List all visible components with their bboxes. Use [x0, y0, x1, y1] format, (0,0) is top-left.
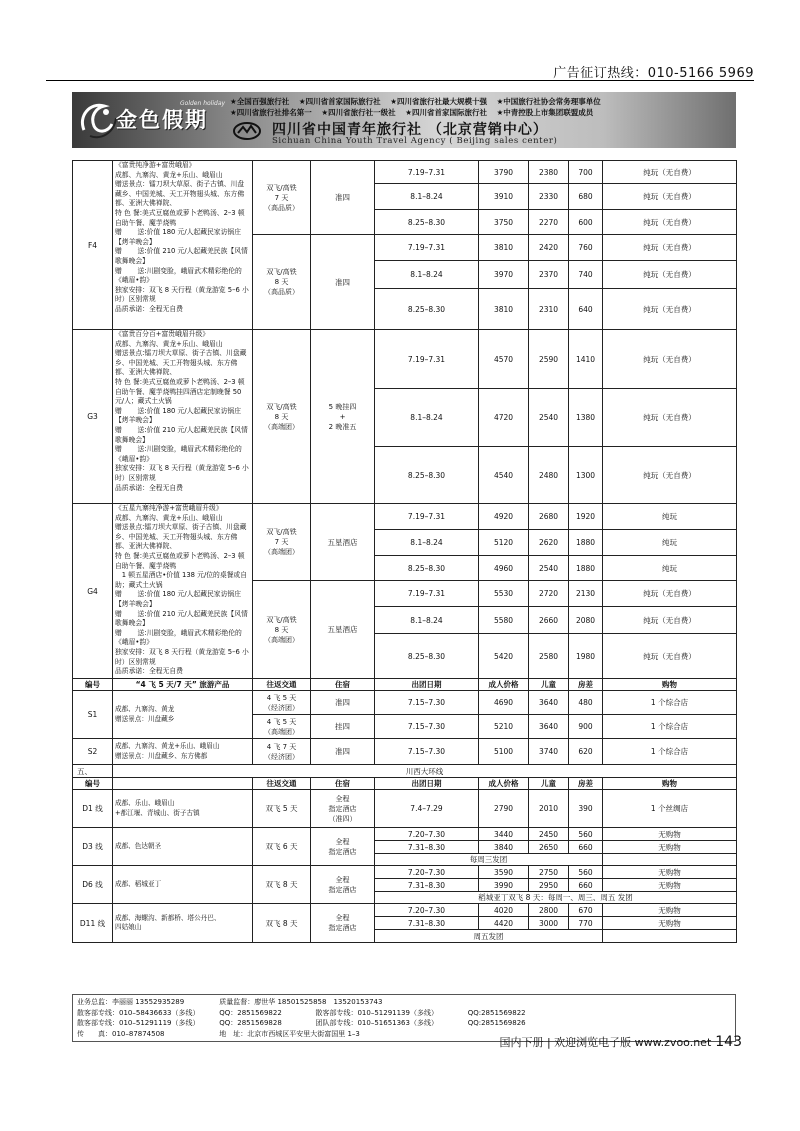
honor-item: ★四川省旅行社最大规模十强 [390, 97, 487, 106]
qq-4: QQ:2851569826 [467, 1019, 526, 1028]
adult-price: 3810 [479, 289, 529, 330]
honors-list [230, 96, 732, 118]
hotel-cell: 5 晚挂四 + 2 晚准五 [311, 330, 375, 504]
room-diff: 560 [569, 866, 603, 879]
room-diff: 740 [569, 261, 603, 289]
product-code: G3 [73, 330, 113, 504]
section-number: 五、 [73, 765, 113, 778]
child-price: 2720 [529, 581, 569, 607]
header-cell: 儿童 [529, 679, 569, 691]
room-diff: 1880 [569, 530, 603, 556]
room-diff: 670 [569, 904, 603, 917]
room-diff: 1980 [569, 634, 603, 679]
product-description: 成都、色达朝圣 [113, 828, 253, 866]
header-cell: 儿童 [529, 778, 569, 790]
transport-cell: 双飞 6 天 [253, 828, 311, 866]
date-cell: 7.19–7.31 [375, 330, 479, 389]
header-cell: 编号 [73, 679, 113, 691]
brand-subtitle: Golden holiday [180, 100, 226, 107]
child-price: 2310 [529, 289, 569, 330]
header-cell: 住宿 [311, 679, 375, 691]
room-diff: 900 [569, 715, 603, 739]
shopping-cell: 无购物 [603, 879, 737, 892]
header-cell: 购物 [603, 679, 737, 691]
room-diff: 1410 [569, 330, 603, 389]
table-row [73, 330, 737, 389]
room-diff: 1300 [569, 447, 603, 504]
header-cell: 往返交通 [253, 679, 311, 691]
date-cell: 8.25–8.30 [375, 210, 479, 235]
header-rule [46, 80, 754, 81]
date-cell: 8.1–8.24 [375, 389, 479, 447]
transport-cell: 双飞 8 天 [253, 866, 311, 904]
date-cell: 8.25–8.30 [375, 447, 479, 504]
shopping-cell: 无购物 [603, 917, 737, 930]
hotline-2: 散客部专线：010–51291139（多线） [315, 1008, 438, 1017]
shopping-cell: 纯玩（无自费） [603, 161, 737, 184]
departure-note: 稻城亚丁双飞 8 天：每周一、周三、周五 发团 [375, 892, 737, 904]
header-cell: 成人价格 [479, 778, 529, 790]
date-cell: 8.25–8.30 [375, 634, 479, 679]
date-cell: 7.19–7.31 [375, 504, 479, 530]
date-cell: 7.15–7.30 [375, 691, 479, 715]
quality-supervisor: 质量监督：廖世华 18501525858 13520153743 [219, 998, 383, 1006]
group-hotline: 团队部专线：010–51651363（多线） [315, 1019, 438, 1028]
shopping-cell: 纯玩（无自费） [603, 634, 737, 679]
qq-1: QQ：2851569822 [219, 1008, 282, 1017]
product-description: 成都、九寨沟、黄龙+乐山、峨眉山 赠送景点：川盘藏乡、东方佛都 [113, 739, 253, 765]
date-cell: 8.1–8.24 [375, 261, 479, 289]
shopping-cell: 纯玩（无自费） [603, 210, 737, 235]
shopping-cell: 1 个综合店 [603, 691, 737, 715]
hotel-cell: 全程 指定酒店 [311, 828, 375, 866]
empty-cell [603, 930, 737, 943]
date-cell: 7.20–7.30 [375, 828, 479, 841]
product-description: 《富贵百分百+富贵峨眉升级》 成都、九寨沟、黄龙+乐山、峨眉山 赠送景点:镭刀坝大草原、街子古镇、川盘藏乡、中国羌城、天工开物翅头城、东方佛都、亚洲大佛禅院、 特 色 餐:美式豆腐鱼或萝卜老鸭汤、2–3 顿自助午餐、魔芋烧鸭挂四酒店定制晚餐 50 元/人；藏式土火锅 赠 送:价值 180 元/人起藏民家访锅庄【烤羊晚会】 赠 送:价值 210 元/人起藏羌民族【风情歌舞晚会】 赠 送:川剧变脸，峨眉武术精彩绝伦的《峨眉•韵》 独家安排：双飞 8 天行程（黄龙游览 5–6 小时）区别常规 品质承诺：全程无自费 [113, 330, 253, 504]
transport-cell: 双飞 5 天 [253, 790, 311, 828]
honor-item: ★中国旅行社协会常务理事单位 [496, 97, 601, 106]
shopping-cell: 纯玩（无自费） [603, 389, 737, 447]
adult-price: 4540 [479, 447, 529, 504]
shopping-cell: 1 个综合店 [603, 739, 737, 765]
table-row [73, 161, 737, 184]
adult-price: 4920 [479, 504, 529, 530]
product-code: S1 [73, 691, 113, 739]
child-price: 2660 [529, 607, 569, 634]
date-cell: 7.19–7.31 [375, 235, 479, 261]
room-diff: 600 [569, 210, 603, 235]
child-price: 2380 [529, 161, 569, 184]
adult-price: 3590 [479, 866, 529, 879]
hotel-cell: 五星酒店 [311, 581, 375, 679]
adult-price: 3810 [479, 235, 529, 261]
table-row [73, 828, 737, 841]
adult-price: 4420 [479, 917, 529, 930]
shopping-cell: 纯玩 [603, 504, 737, 530]
header-cell: 编号 [73, 778, 113, 790]
qq-2: QQ:2851569822 [467, 1008, 526, 1017]
agency-name-en: Sichuan China Youth Travel Agency ( Beijing sales center) [272, 136, 558, 146]
section-header-row [73, 679, 737, 691]
adult-price: 4020 [479, 904, 529, 917]
date-cell: 8.1–8.24 [375, 184, 479, 210]
adult-price: 5100 [479, 739, 529, 765]
product-description: 成都、海螺沟、新都桥、塔公丹巴、 四姑娘山 [113, 904, 253, 943]
room-diff: 770 [569, 917, 603, 930]
date-cell: 7.4–7.29 [375, 790, 479, 828]
child-price: 2620 [529, 530, 569, 556]
header-cell: 出团日期 [375, 679, 479, 691]
hotel-cell: 准四 [311, 691, 375, 715]
honor-item: ★全国百强旅行社 [230, 97, 290, 106]
header-cell: 成人价格 [479, 679, 529, 691]
section-header-row [73, 778, 737, 790]
tour-price-table [72, 160, 737, 943]
footer-text: 国内下册 | 欢迎浏览电子版 www.zvoo.net [499, 1036, 712, 1049]
address: 地 址：北京市西城区平安里大街富国里 1–3 [219, 1029, 360, 1038]
date-cell: 8.25–8.30 [375, 289, 479, 330]
child-price: 2010 [529, 790, 569, 828]
child-price: 2650 [529, 841, 569, 854]
product-code: D3 线 [73, 828, 113, 866]
honor-item: ★四川省首家国际旅行社 [298, 97, 381, 106]
honor-item: ★四川省首家国际旅行社 [405, 108, 487, 117]
table-row [73, 866, 737, 879]
room-diff: 680 [569, 184, 603, 210]
table-row [73, 904, 737, 917]
shopping-cell: 纯玩（无自费） [603, 330, 737, 389]
adult-price: 5420 [479, 634, 529, 679]
date-cell: 7.20–7.30 [375, 866, 479, 879]
product-code: S2 [73, 739, 113, 765]
date-cell: 8.1–8.24 [375, 607, 479, 634]
child-price: 2750 [529, 866, 569, 879]
shopping-cell: 纯玩 [603, 530, 737, 556]
hotel-cell: 全程 指定酒店 （准四） [311, 790, 375, 828]
room-diff: 2080 [569, 607, 603, 634]
product-description: 成都、稻城亚丁 [113, 866, 253, 904]
product-description: 成都、乐山、峨眉山 +都江堰、青城山、街子古镇 [113, 790, 253, 828]
date-cell: 7.31–8.30 [375, 917, 479, 930]
adult-price: 3910 [479, 184, 529, 210]
product-code: F4 [73, 161, 113, 330]
room-diff: 640 [569, 289, 603, 330]
adult-price: 5580 [479, 607, 529, 634]
product-description: 《五星九寨纯净游+富贵峨眉升级》 成都、九寨沟、黄龙+乐山、峨眉山 赠送景点:镭刀坝大草原、街子古镇、川盘藏乡、中国羌城、天工开物翅头城、东方佛都、亚洲大佛禅院、 特 色 餐:美式豆腐鱼或萝卜老鸭汤、2–3 顿自助午餐、魔芋烧鸭 1 顿五星酒店•价值 138 元/位的桌餐或自助；藏式土火锅 赠 送:价值 180 元/人起藏民家访锅庄【烤羊晚会】 赠 送:价值 210 元/人起藏羌民族【风情歌舞晚会】 赠 送:川剧变脸，峨眉武术精彩绝伦的《峨眉•韵》 独家安排：双飞 8 天行程（黄龙游览 5–6 小时）区别常规 品质承诺：全程无自费 [113, 504, 253, 679]
header-cell: 房差 [569, 778, 603, 790]
hotel-cell: 准四 [311, 235, 375, 330]
date-cell: 7.15–7.30 [375, 715, 479, 739]
product-code: D1 线 [73, 790, 113, 828]
date-cell: 7.19–7.31 [375, 581, 479, 607]
child-price: 3640 [529, 691, 569, 715]
adult-price: 5210 [479, 715, 529, 739]
ad-hotline: 广告征订热线：010-5166 5969 [553, 66, 754, 81]
shopping-cell: 纯玩（无自费） [603, 447, 737, 504]
child-price: 3640 [529, 715, 569, 739]
child-price: 2580 [529, 634, 569, 679]
product-description: 成都、九寨沟、黄龙 赠送景点：川盘藏乡 [113, 691, 253, 739]
shopping-cell: 纯玩（无自费） [603, 581, 737, 607]
room-diff: 560 [569, 828, 603, 841]
hotel-cell: 全程 指定酒店 [311, 866, 375, 904]
honor-item: ★四川省旅行社一级社 [321, 108, 396, 117]
adult-price: 4960 [479, 556, 529, 581]
adult-price: 5530 [479, 581, 529, 607]
brand-name: 金色假期 [116, 107, 208, 132]
header-cell [113, 778, 253, 790]
child-price: 2450 [529, 828, 569, 841]
hotline-3: 散客部专线：010–51291119（多线） [77, 1019, 200, 1028]
room-diff: 480 [569, 691, 603, 715]
date-cell: 8.1–8.24 [375, 530, 479, 556]
section-title: 川西大环线 [113, 765, 737, 778]
child-price: 2540 [529, 556, 569, 581]
shopping-cell: 1 个综合店 [603, 715, 737, 739]
date-cell: 8.25–8.30 [375, 556, 479, 581]
shopping-cell: 纯玩（无自费） [603, 184, 737, 210]
date-cell: 7.31–8.30 [375, 879, 479, 892]
child-price: 2590 [529, 330, 569, 389]
business-director: 业务总监：李丽丽 13552935289 [77, 998, 185, 1006]
page-number: 143 [715, 1034, 742, 1050]
transport-cell: 双飞/高铁 8 天 （高品质） [253, 235, 311, 330]
adult-price: 4720 [479, 389, 529, 447]
agency-banner [72, 92, 736, 148]
room-diff: 760 [569, 235, 603, 261]
shopping-cell: 纯玩（无自费） [603, 607, 737, 634]
table-row [73, 691, 737, 715]
adult-price: 3840 [479, 841, 529, 854]
agency-name-cn: 四川省中国青年旅行社 （北京营销中心） [272, 122, 548, 138]
child-price: 3740 [529, 739, 569, 765]
room-diff: 1380 [569, 389, 603, 447]
room-diff: 700 [569, 161, 603, 184]
transport-cell: 双飞/高铁 8 天 （高端团） [253, 581, 311, 679]
adult-price: 3440 [479, 828, 529, 841]
transport-cell: 双飞/高铁 7 天 （高品质） [253, 161, 311, 235]
room-diff: 2130 [569, 581, 603, 607]
child-price: 2270 [529, 210, 569, 235]
header-cell: “4 飞 5 天/7 天” 旅游产品 [113, 679, 253, 691]
child-price: 2330 [529, 184, 569, 210]
adult-price: 3990 [479, 879, 529, 892]
room-diff: 390 [569, 790, 603, 828]
header-cell: 出团日期 [375, 778, 479, 790]
header-cell: 房差 [569, 679, 603, 691]
child-price: 2540 [529, 389, 569, 447]
header-cell: 住宿 [311, 778, 375, 790]
hotel-cell: 全程 指定酒店 [311, 904, 375, 943]
transport-cell: 双飞/高铁 8 天 （高端团） [253, 330, 311, 504]
shopping-cell: 纯玩（无自费） [603, 235, 737, 261]
room-diff: 1920 [569, 504, 603, 530]
hotline-1: 散客部专线：010–58436633（多线） [77, 1008, 200, 1017]
transport-cell: 双飞 8 天 [253, 904, 311, 943]
room-diff: 1880 [569, 556, 603, 581]
room-diff: 660 [569, 841, 603, 854]
shopping-cell: 纯玩 [603, 556, 737, 581]
qq-3: QQ：2851569828 [219, 1019, 282, 1028]
shopping-cell: 无购物 [603, 828, 737, 841]
product-code: D6 线 [73, 866, 113, 904]
child-price: 2950 [529, 879, 569, 892]
child-price: 2480 [529, 447, 569, 504]
hotel-cell: 准四 [311, 739, 375, 765]
product-description: 《富贵纯净游+富贵峨眉》 成都、九寨沟、黄龙+乐山、峨眉山 赠送景点：镭刀坝大草原、街子古镇、川盘藏乡、中国羌城、天工开物翅头城、东方佛都、亚洲大佛禅院、 特 色 餐:美式豆腐鱼或萝卜老鸭汤、2–3 顿自助午餐、魔芋烧鸭 赠 送:价值 180 元/人起藏民家访锅庄【烤羊晚会】 赠 送:价值 210 元/人起藏羌民族【风情歌舞晚会】 赠 送:川剧变脸，峨眉武术精彩绝伦的《峨眉•韵》 独家安排：双飞 8 天行程（黄龙游览 5–6 小时）区别常规 品质承诺：全程无自费 [113, 161, 253, 330]
product-code: D11 线 [73, 904, 113, 943]
adult-price: 3790 [479, 161, 529, 184]
header-cell: 购物 [603, 778, 737, 790]
date-cell: 7.19–7.31 [375, 161, 479, 184]
fax: 传 真：010–87874508 [77, 1029, 165, 1038]
adult-price: 4570 [479, 330, 529, 389]
transport-cell: 4 飞 7 天 （经济团） [253, 739, 311, 765]
product-code: G4 [73, 504, 113, 679]
header-cell: 往返交通 [253, 778, 311, 790]
adult-price: 4690 [479, 691, 529, 715]
date-cell: 7.31–8.30 [375, 841, 479, 854]
honor-item: ★中青控股上市集团联盟成员 [496, 108, 594, 117]
cyts-logo-icon [232, 121, 262, 141]
child-price: 2420 [529, 235, 569, 261]
shopping-cell: 1 个丝绸店 [603, 790, 737, 828]
adult-price: 2790 [479, 790, 529, 828]
adult-price: 5120 [479, 530, 529, 556]
table-row [73, 790, 737, 828]
shopping-cell: 无购物 [603, 904, 737, 917]
hotel-cell: 准四 [311, 161, 375, 235]
adult-price: 3750 [479, 210, 529, 235]
adult-price: 3970 [479, 261, 529, 289]
date-cell: 7.20–7.30 [375, 904, 479, 917]
hotel-cell: 挂四 [311, 715, 375, 739]
shopping-cell: 无购物 [603, 866, 737, 879]
table-row [73, 739, 737, 765]
honor-item: ★四川省旅行社排名第一 [230, 108, 312, 117]
departure-note: 每周三发团 [375, 854, 603, 866]
child-price: 2800 [529, 904, 569, 917]
child-price: 2370 [529, 261, 569, 289]
child-price: 3000 [529, 917, 569, 930]
transport-cell: 4 飞 5 天 （高端团） [253, 715, 311, 739]
shopping-cell: 无购物 [603, 841, 737, 854]
empty-cell [603, 854, 737, 866]
child-price: 2680 [529, 504, 569, 530]
shopping-cell: 纯玩（无自费） [603, 289, 737, 330]
section-title-row [73, 765, 737, 778]
table-row [73, 504, 737, 530]
hotel-cell: 五星酒店 [311, 504, 375, 581]
room-diff: 620 [569, 739, 603, 765]
room-diff: 660 [569, 879, 603, 892]
departure-note: 周五发团 [375, 930, 603, 943]
shopping-cell: 纯玩（无自费） [603, 261, 737, 289]
page-footer [499, 1034, 742, 1050]
transport-cell: 双飞/高铁 7 天 （高端团） [253, 504, 311, 581]
transport-cell: 4 飞 5 天 （经济团） [253, 691, 311, 715]
date-cell: 7.15–7.30 [375, 739, 479, 765]
